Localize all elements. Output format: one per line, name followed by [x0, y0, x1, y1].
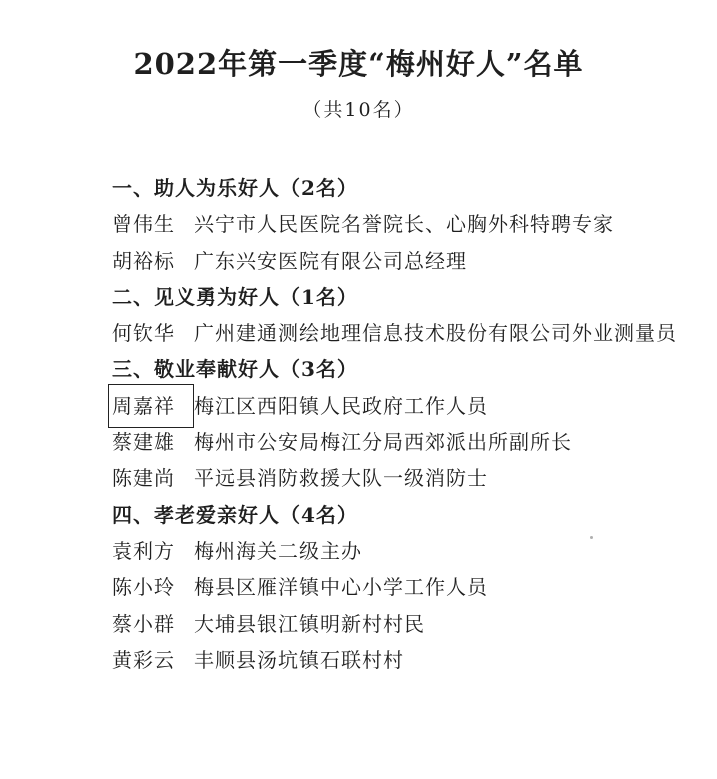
person-name: 蔡小群: [112, 611, 175, 636]
person-description: 梅州海关二级主办: [194, 538, 362, 563]
document-subtitle: （共10名）: [302, 99, 415, 121]
list-item: [112, 315, 697, 351]
section-heading-bravery: 二、见义勇为好人（1名）: [112, 284, 358, 309]
list-item: [112, 642, 697, 678]
list-item: [112, 606, 697, 642]
person-name: 胡裕标: [112, 248, 175, 273]
document-title: 2022年第一季度“梅州好人”名单: [133, 47, 584, 81]
section-heading-dedication: 三、敬业奉献好人（3名）: [112, 357, 358, 382]
list-item: [112, 388, 697, 424]
person-name: 曾伟生: [112, 212, 175, 237]
person-description: 大埔县银江镇明新村村民: [194, 611, 425, 636]
person-name: 何钦华: [112, 321, 175, 346]
list-item: [112, 569, 697, 605]
person-description: 广州建通测绘地理信息技术股份有限公司外业测量员: [194, 321, 677, 346]
person-description: 平远县消防救援大队一级消防士: [194, 466, 488, 491]
scan-mark: [590, 536, 593, 539]
section-heading-filial-piety: 四、孝老爱亲好人（4名）: [112, 502, 358, 527]
person-description: 梅州市公安局梅江分局西郊派出所副所长: [194, 430, 572, 455]
person-description: 梅县区雁洋镇中心小学工作人员: [194, 575, 488, 600]
section-heading-helping-others: 一、助人为乐好人（2名）: [112, 176, 358, 200]
person-name: 陈建尚: [112, 466, 175, 491]
name-list: [112, 170, 697, 678]
list-item: [112, 424, 697, 460]
person-name: 陈小玲: [112, 575, 175, 600]
list-item: [112, 533, 697, 569]
person-name: 黄彩云: [112, 647, 175, 672]
list-item: [112, 243, 697, 279]
person-name: 袁利方: [112, 538, 175, 563]
list-item: [112, 460, 697, 496]
list-item: [112, 206, 697, 242]
person-description: 梅江区西阳镇人民政府工作人员: [194, 393, 488, 418]
person-name: 蔡建雄: [112, 430, 175, 455]
person-description: 兴宁市人民医院名誉院长、心胸外科特聘专家: [194, 212, 614, 237]
person-description: 丰顺县汤坑镇石联村村: [194, 647, 404, 672]
person-name-boxed: 周嘉祥: [112, 388, 190, 424]
person-description: 广东兴安医院有限公司总经理: [194, 248, 467, 273]
